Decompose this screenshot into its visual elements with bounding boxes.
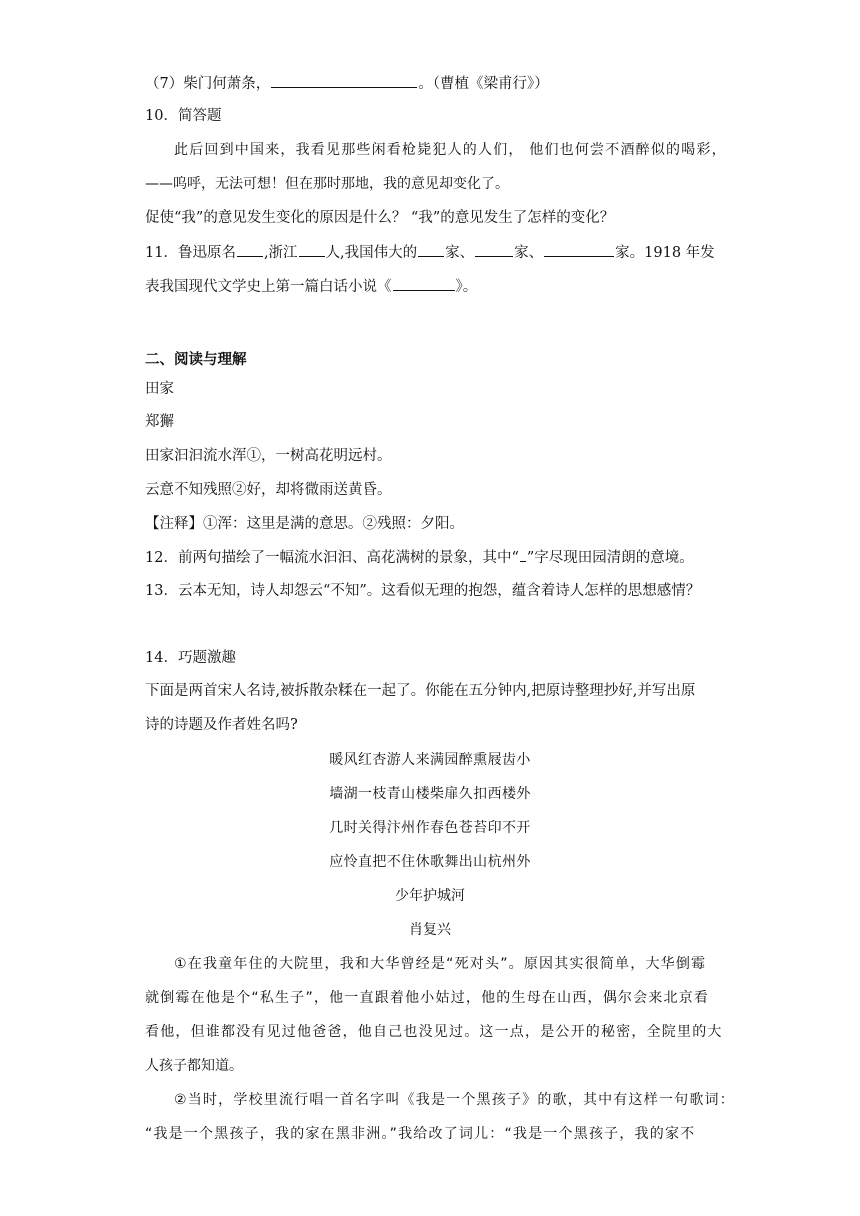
- section-heading: 二、阅读与理解: [145, 351, 247, 368]
- q12-text-post: ”字尽现田园清朗的意境。: [526, 550, 694, 566]
- q11-text-5: 家、: [514, 245, 544, 261]
- q11-line2: [145, 276, 477, 297]
- q14-desc-line1: 下面是两首宋人名诗,被拆散杂糅在一起了。你能在五分钟内,把原诗整理抄好,并写出原: [145, 683, 696, 699]
- q13-line: 13．云本无知，诗人却怨云“不知”。这看似无理的抱怨，蕴含着诗人怎样的思想感情？: [145, 583, 701, 599]
- poem-title: 田家: [145, 381, 174, 397]
- story-para2-line1: ②当时，学校里流行唱一首名字叫《我是一个黑孩子》的歌，其中有这样一句歌词：: [174, 1092, 735, 1108]
- q10-quote-line2: ——呜呼，无法可想！但在那时那地，我的意见却变化了。: [145, 176, 509, 192]
- q7-prefix: （7）柴门何萧条，: [145, 76, 271, 92]
- poem-line-2: 云意不知残照②好，却将微雨送黄昏。: [145, 482, 392, 498]
- story-para1-line1: ①在我童年住的大院里，我和大华曾经是“死对头”。原因其实很简单，大华倒霉: [174, 956, 707, 972]
- q12-text-pre: 12．前两句描绘了一幅流水汩汩、高花满树的景象，其中“: [145, 550, 519, 566]
- q11-blank-name[interactable]: [237, 242, 263, 257]
- q11-line1: [145, 242, 715, 263]
- q11-blank-role3[interactable]: [544, 242, 614, 257]
- q11-blank-role1[interactable]: [418, 242, 444, 257]
- q7-answer-blank[interactable]: [271, 73, 417, 88]
- q12-blank[interactable]: [520, 547, 526, 562]
- q11-blank-town[interactable]: [299, 242, 325, 257]
- q14-title: 14．巧题激趣: [145, 650, 236, 666]
- scrambled-line-1: 暖风红杏游人来满园醉熏屐齿小: [329, 752, 531, 768]
- story-para2-line2: “我是一个黑孩子，我的家在黑非洲。”我给改了词儿：“我是一个黑孩子，我的家不: [145, 1126, 696, 1142]
- q7-line: [145, 73, 549, 94]
- story-title: 少年护城河: [395, 888, 465, 904]
- story-author: 肖复兴: [409, 922, 451, 938]
- q11-text-7: 表我国现代文学史上第一篇白话小说《: [145, 279, 392, 295]
- poem-line-1: 田家汩汩流水浑①，一树高花明远村。: [145, 448, 392, 464]
- q10-title: 10．简答题: [145, 108, 222, 124]
- q11-text-6: 家。1918 年发: [615, 245, 715, 261]
- poem-author: 郑獬: [145, 414, 174, 430]
- q10-quote-line1: 此后回到中国来，我看见那些闲看枪毙犯人的人们， 他们也何尝不酒醉似的喝彩，: [174, 142, 727, 158]
- scrambled-line-2: 墙湖一枝青山楼柴扉久扣西楼外: [329, 786, 531, 802]
- q11-text-8: 》。: [455, 279, 478, 295]
- scrambled-line-4: 应怜直把不住休歌舞出山杭州外: [329, 854, 531, 870]
- q11-blank-novel[interactable]: [393, 276, 455, 291]
- q11-blank-role2[interactable]: [475, 242, 513, 257]
- q10-question: 促使“我”的意见发生变化的原因是什么？ “我”的意见发生了怎样的变化？: [145, 210, 615, 226]
- q12-line: [145, 547, 694, 568]
- story-para1-line2: 就倒霉在他是个“私生子”，他一直跟着他小姑过，他的生母在山西，偶尔会来北京看: [145, 990, 710, 1006]
- q14-desc-line2: 诗的诗题及作者姓名吗?: [145, 717, 298, 733]
- q11-text-2: ,浙江: [263, 245, 298, 261]
- story-para1-line3: 看他，但谁都没有见过他爸爸，他自己也没见过。这一点，是公开的秘密，全院里的大: [145, 1024, 723, 1040]
- q11-text-3: 人,我国伟大的: [325, 245, 418, 261]
- poem-note: 【注释】①浑：这里是满的意思。②残照：夕阳。: [145, 516, 464, 532]
- q7-suffix: 。（曹植《梁甫行》）: [418, 76, 549, 92]
- scrambled-line-3: 几时关得汴州作春色苍苔印不开: [329, 820, 531, 836]
- q11-text-1: 11．鲁迅原名: [145, 245, 236, 261]
- q11-text-4: 家、: [445, 245, 475, 261]
- story-para1-line4: 人孩子都知道。: [145, 1058, 243, 1074]
